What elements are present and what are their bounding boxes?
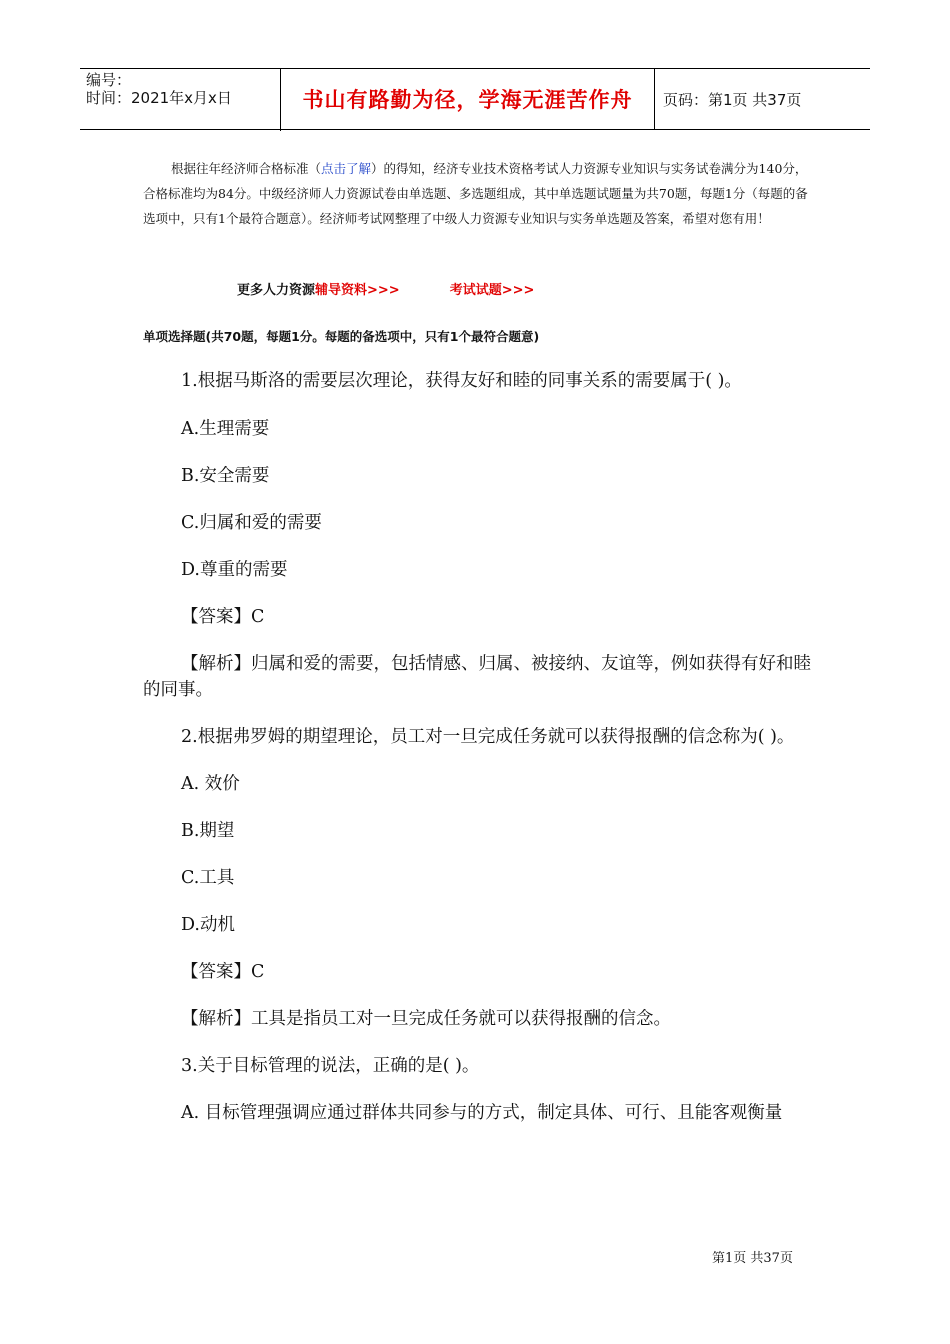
q1-option-d: D.尊重的需要 — [181, 560, 288, 580]
q1-analysis: 【解析】归属和爱的需要，包括情感、归属、被接纳、友谊等，例如获得有好和睦的同事。 — [143, 654, 811, 700]
q2-option-d: D.动机 — [181, 915, 235, 935]
page-footer: 第1页 共37页 — [712, 1251, 793, 1266]
q3-option-a: A. 目标管理强调应通过群体共同参与的方式，制定具体、可行、且能客观衡量 — [181, 1103, 783, 1123]
q1-option-a: A.生理需要 — [181, 419, 270, 439]
q2-option-a: A. 效价 — [181, 774, 240, 794]
more-resources-label: 更多人力资源 — [237, 283, 316, 298]
header-motto-cell — [281, 69, 655, 129]
intro-text-post: ）的得知，经济专业技术资格考试人力资源专业知识与实务试卷满分为140分，合格标准均为84分。中级经济师人力资源试卷由单选题、多选题组成，其中单选题试题量为共70题，每题1分（每题的备选项中，只有1个最符合题意）。经济师考试网整理了中级人力资源专业知识与实务单选题及答案，希望对您有用！ — [143, 161, 808, 226]
document-number: 编号： — [86, 71, 132, 89]
question-1: 1.根据马斯洛的需要层次理论，获得友好和睦的同事关系的需要属于( )。 — [181, 371, 742, 391]
q2-option-c: C.工具 — [181, 868, 235, 888]
q1-option-c: C.归属和爱的需要 — [181, 513, 322, 533]
q1-option-b: B.安全需要 — [181, 466, 270, 486]
question-3: 3.关于目标管理的说法，正确的是( )。 — [181, 1056, 480, 1076]
header-page-info: 页码：第1页 共37页 — [663, 90, 802, 109]
intro-text-pre: 根据往年经济师合格标准（ — [171, 161, 322, 176]
document-date: 时间：2021年x月x日 — [86, 89, 232, 107]
section-title: 单项选择题(共70题，每题1分。每题的备选项中，只有1个最符合题意) — [143, 329, 540, 344]
q2-analysis: 【解析】工具是指员工对一旦完成任务就可以获得报酬的信念。 — [181, 1009, 671, 1029]
q2-option-b: B.期望 — [181, 821, 235, 841]
q1-answer: 【答案】C — [181, 607, 265, 627]
intro-paragraph — [143, 156, 811, 231]
more-resources-line — [237, 279, 534, 298]
tutor-materials-link[interactable]: 辅导资料>>> — [315, 283, 400, 298]
q2-answer: 【答案】C — [181, 962, 265, 982]
exam-questions-link[interactable]: 考试试题>>> — [449, 283, 535, 298]
page-header — [80, 68, 870, 130]
pass-standard-link[interactable]: 点击了解 — [321, 161, 372, 176]
header-motto: 书山有路勤为径，学海无涯苦作舟 — [302, 88, 633, 112]
question-2: 2.根据弗罗姆的期望理论，员工对一旦完成任务就可以获得报酬的信念称为( )。 — [181, 727, 795, 747]
question-list — [143, 368, 811, 1126]
header-meta — [80, 69, 281, 131]
